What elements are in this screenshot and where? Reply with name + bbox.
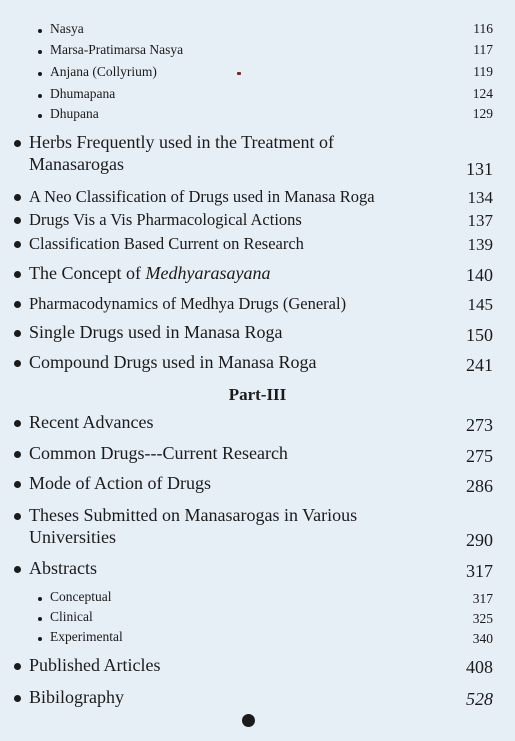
toc-item-label: Compound Drugs used in Manasa Roga <box>29 352 317 372</box>
toc-item-label: Abstracts <box>29 558 97 578</box>
toc-item-label-text: The Concept of <box>29 263 146 283</box>
toc-item-label: Drugs Vis a Vis Pharmacological Actions <box>29 210 302 229</box>
toc-page-number: 140 <box>466 265 493 285</box>
toc-page-number: 150 <box>466 325 493 345</box>
toc-item-label: Published Articles <box>29 655 161 675</box>
toc-subitem-label: Nasya <box>50 21 84 36</box>
bullet-icon <box>14 360 21 367</box>
toc-page-number: 134 <box>467 188 493 207</box>
toc-page-number: 317 <box>466 561 493 581</box>
toc-page-number: 116 <box>473 21 493 36</box>
toc-item-label-italic: Medhyarasayana <box>145 263 271 283</box>
toc-subitem-label: Marsa-Pratimarsa Nasya <box>50 42 184 57</box>
toc-item-label: Pharmacodynamics of Medhya Drugs (General) <box>29 294 347 313</box>
ink-mark <box>237 72 241 75</box>
bullet-icon <box>14 451 21 458</box>
bullet-icon <box>14 566 21 573</box>
toc-page-number: 119 <box>473 64 493 79</box>
bullet-icon <box>14 301 21 308</box>
toc-item-label: Recent Advances <box>29 412 154 432</box>
end-dot-icon <box>242 714 255 727</box>
toc-page-number: 129 <box>472 106 493 121</box>
bullet-icon <box>38 29 42 33</box>
toc-page-number: 137 <box>467 211 493 230</box>
toc-item-label: Herbs Frequently used in the Treatment of <box>29 132 334 152</box>
toc-item-label: Bibilography <box>29 687 124 707</box>
toc-page-number: 286 <box>466 476 493 496</box>
bullet-icon <box>38 94 42 98</box>
toc-item-label: Mode of Action of Drugs <box>29 473 211 493</box>
toc-page-number: 139 <box>467 235 493 254</box>
bullet-icon <box>38 597 42 601</box>
toc-item-label: A Neo Classification of Drugs used in Manasa Roga <box>29 187 375 206</box>
toc-subitem-label: Anjana (Collyrium) <box>50 64 157 79</box>
toc-page-number: 340 <box>472 631 493 646</box>
toc-page-number: 275 <box>466 446 493 466</box>
toc-item-label: Single Drugs used in Manasa Roga <box>29 322 283 342</box>
toc-subitem-label: Clinical <box>50 609 93 624</box>
toc-subitem-label: Dhumapana <box>50 86 116 101</box>
toc-item-label: Theses Submitted on Manasarogas in Various <box>29 505 358 525</box>
bullet-icon <box>14 663 21 670</box>
bullet-icon <box>14 271 21 278</box>
toc-page-number: 317 <box>472 591 493 606</box>
toc-page-number: 290 <box>466 530 493 550</box>
bullet-icon <box>38 114 42 118</box>
bullet-icon <box>14 241 21 248</box>
toc-page-number: 528 <box>466 689 493 709</box>
toc-subitem-label: Dhupana <box>50 106 99 121</box>
toc-page-number: 325 <box>472 611 493 626</box>
bullet-icon <box>14 140 21 147</box>
bullet-icon <box>38 50 42 54</box>
toc-subitem-label: Conceptual <box>50 589 112 604</box>
toc-item-label <box>29 263 270 284</box>
toc-item-label: Common Drugs---Current Research <box>29 443 288 463</box>
bullet-icon <box>14 420 21 427</box>
toc-page-number: 117 <box>473 42 493 57</box>
toc-page-number: 131 <box>466 159 493 179</box>
toc-item-label: Classification Based Current on Research <box>29 234 304 253</box>
bullet-icon <box>14 513 21 520</box>
bullet-icon <box>14 695 21 702</box>
toc-page-number: 408 <box>466 657 493 677</box>
toc-page-number: 124 <box>472 86 493 101</box>
toc-page-number: 273 <box>466 415 493 435</box>
toc-subitem-label: Experimental <box>50 629 123 644</box>
bullet-icon <box>38 72 42 76</box>
bullet-icon <box>38 617 42 621</box>
bullet-icon <box>14 330 21 337</box>
bullet-icon <box>14 217 21 224</box>
bullet-icon <box>38 637 42 641</box>
toc-page-number: 241 <box>466 355 493 375</box>
toc-item-label-cont: Universities <box>29 527 116 547</box>
toc-item-label-cont: Manasarogas <box>29 154 124 174</box>
toc-page-number: 145 <box>467 295 493 314</box>
part-heading: Part-III <box>228 385 287 404</box>
bullet-icon <box>14 194 21 201</box>
bullet-icon <box>14 481 21 488</box>
